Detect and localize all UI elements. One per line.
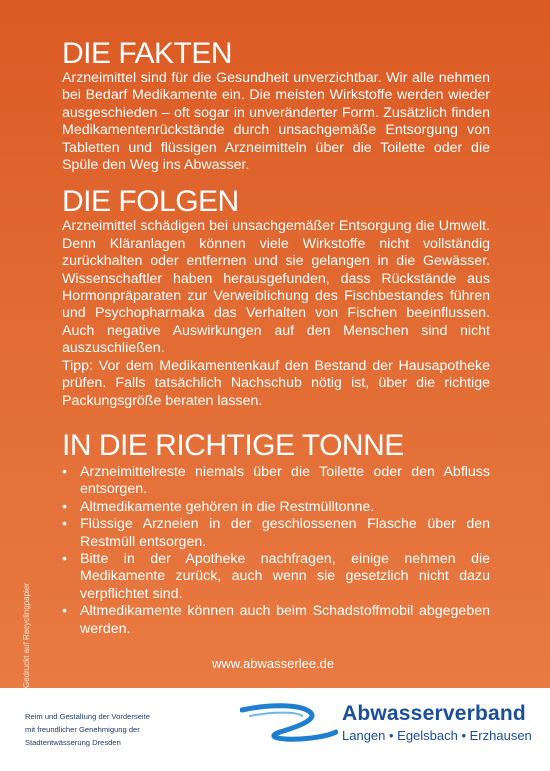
facts-heading: DIE FAKTEN: [62, 37, 233, 70]
credits-line: Stadtentwässerung Dresden: [25, 738, 121, 747]
bin-section: [62, 430, 490, 638]
list-item-text: Altmedikamente gehören in die Restmülltonne.: [80, 498, 375, 515]
credits-line: Reim und Gestaltung der Vorderseite: [25, 712, 150, 721]
facts-text: Arzneimittel sind für die Gesundheit unverzichtbar. Wir alle nehmen bei Bedarf Medikamente ein. Die meisten Wirkstoffe werden wieder ausgeschieden – oft sogar in unveränderter Form. Zusätzlich finden Medikamentenrückstände durch unsachgemäße Entsorgung von Tabletten und flüssigen Arzneimitteln über die Toilette oder die Spüle den Weg ins Abwasser.: [62, 70, 490, 174]
bullet-icon: •: [62, 516, 67, 533]
consequences-section: [62, 186, 490, 409]
list-item: [62, 603, 490, 638]
brand: [342, 702, 532, 743]
list-item: [62, 551, 490, 603]
bullet-icon: •: [62, 498, 67, 515]
credits-line: mit freundlicher Genehmigung der: [25, 725, 140, 734]
footer: [0, 688, 550, 771]
brand-name: Abwasserverband: [342, 702, 526, 725]
list-item: [62, 499, 490, 516]
bin-heading: IN DIE RICHTIGE TONNE: [62, 428, 404, 462]
list-item: [62, 464, 490, 499]
list-item-text: Flüssige Arzneien in der geschlossenen Flasche über den Restmüll entsorgen.: [80, 516, 490, 550]
website-link[interactable]: www.abwasserlee.de: [212, 656, 335, 671]
bullet-icon: •: [62, 603, 67, 620]
tip-text: Tipp: Vor dem Medikamentenkauf den Bestand der Hausapotheke prüfen. Falls tatsächlich Nachschub nötig ist, über die richtige Packungsgröße beraten lassen.: [62, 357, 490, 409]
recycled-paper-note: Gedruckt auf Recyclingpapier: [22, 583, 31, 688]
consequences-text: Arzneimittel schädigen bei unsachgemäßer Entsorgung die Umwelt. Denn Kläranlagen können viele Wirkstoffe nicht vollständig zurückhalten oder entfernen und sie gelangen in die Gewässer. Wissenschaftler haben herausgefunden, dass Rückstände aus Hormonpräparaten zur Verweiblichung des Fischbestandes führen und Psychopharmaka das Verhalten von Fischen beeinflussen. Auch negative Auswirkungen auf den Menschen sind nicht auszuschließen.: [62, 218, 490, 357]
list-item-text: Altmedikamente können auch beim Schadstoffmobil abgegeben werden.: [80, 603, 490, 637]
list-item-text: Arzneimittelreste niemals über die Toilette oder den Abfluss entsorgen.: [80, 463, 490, 498]
bullet-icon: •: [62, 550, 67, 567]
consequences-heading: DIE FOLGEN: [62, 185, 239, 219]
bin-list: [62, 464, 490, 638]
list-item: [62, 516, 490, 551]
brand-subtitle: Langen • Egelsbach • Erzhausen: [342, 728, 532, 743]
facts-section: [62, 38, 490, 174]
bullet-icon: •: [62, 463, 67, 480]
main-content: [62, 38, 490, 638]
list-item-text: Bitte in der Apotheke nachfragen, einige nehmen die Medikamente zurück, auch wenn sie gesetzlich nicht dazu verpflichtet sind.: [80, 550, 490, 602]
credits: [25, 710, 150, 749]
water-wave-logo-icon: [240, 702, 338, 742]
